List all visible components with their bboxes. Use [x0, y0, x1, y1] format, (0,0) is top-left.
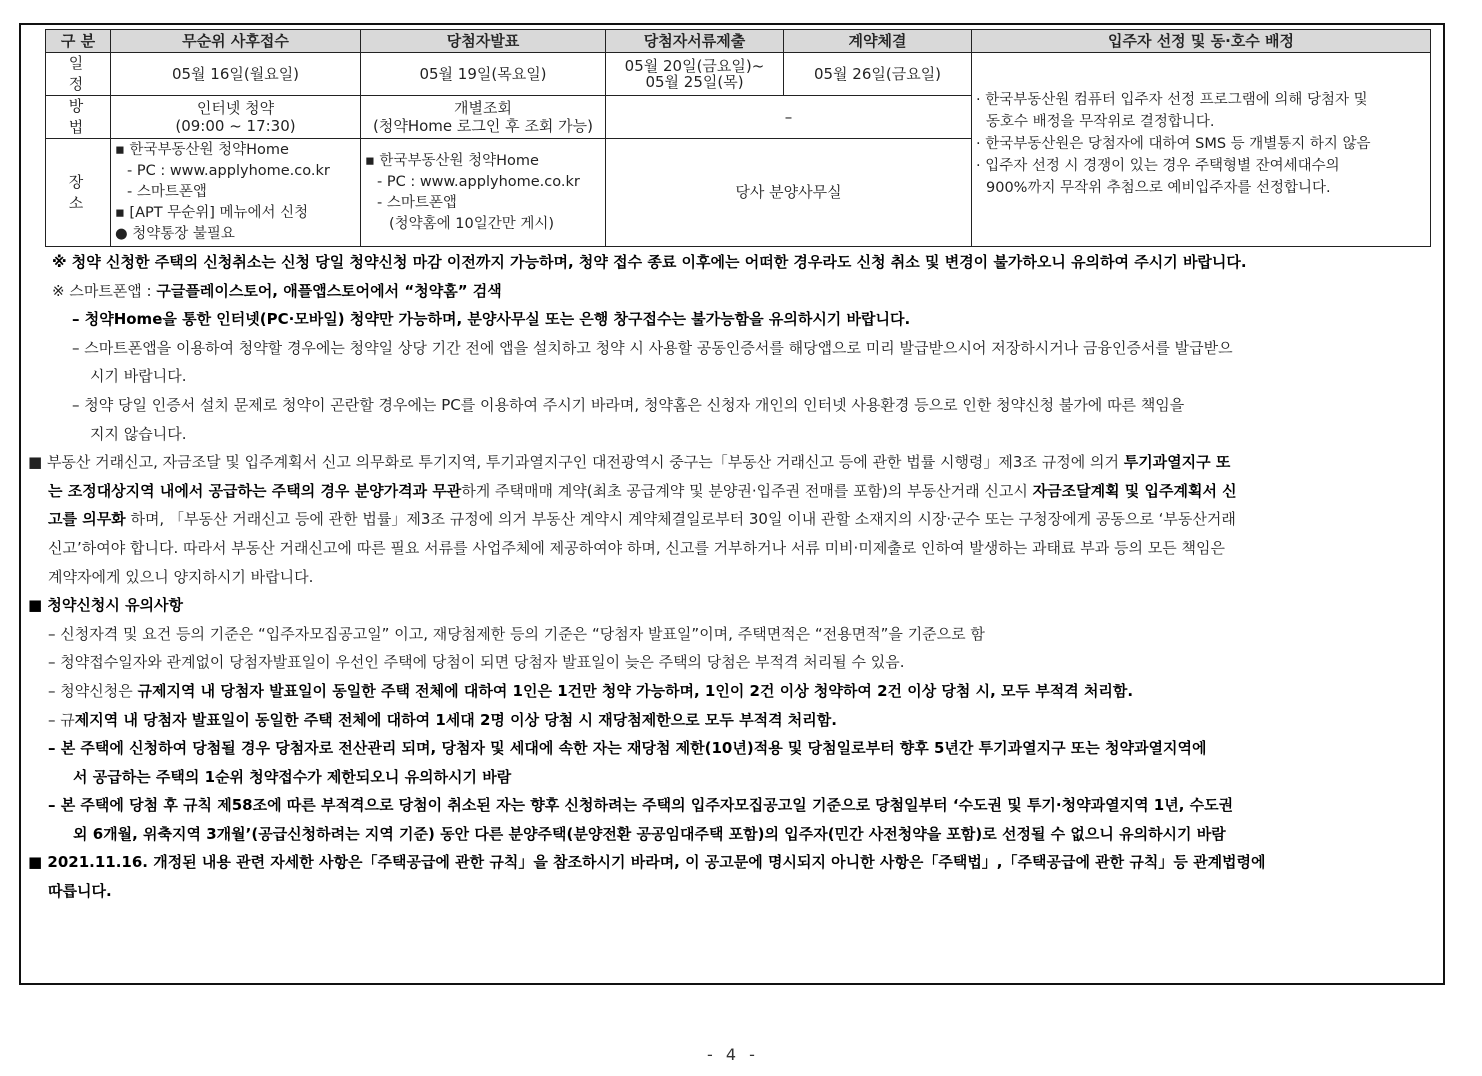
caution-bold: 규제지역 내 당첨자 발표일이 동일한 주택 전체에 대하여 1인은 1건만 청약 가능하며, 1인이 2건 이상 청약하여 2건 이상 당첨 시, 모두 부적격 처리함. [137, 681, 1134, 700]
report-bold: 투기과열지구 또 [1123, 453, 1231, 472]
section-report-line: 신고’하여야 합니다. 따라서 부동산 거래신고에 따른 필요 서류를 사업주체에 제공하여야 하며, 신고를 거부하거나 서류 미비·미제출로 인하여 발생하는 과태료 부과 등의 모든 책임은 [48, 538, 1225, 557]
header-category: 구 분 [46, 30, 111, 53]
header-unranked-receipt: 무순위 사후접수 [111, 30, 361, 53]
note-certificate: – 청약 당일 인증서 설치 문제로 청약이 곤란할 경우에는 PC를 이용하여 주시기 바라며, 청약홈은 신청자 개인의 인터넷 사용환경 등으로 인한 청약신청 불가에 따른 책임을 [72, 395, 1185, 414]
caution-item: – 본 주택에 신청하여 당첨될 경우 당첨자로 전산관리 되며, 당첨자 및 세대에 속한 자는 재당첨 제한(10년)적용 및 당첨일로부터 향후 5년간 투기과열지구 또는 청약과열지역에 [48, 739, 1207, 758]
cell-date-receipt: 05월 16일(월요일) [111, 53, 361, 96]
report-text: ■ 부동산 거래신고, 자금조달 및 입주계획서 신고 의무화로 투기지역, 투기과열지구인 대전광역시 중구는「부동산 거래신고 등에 관한 법률 시행령」제3조 규정에 의거 [28, 453, 1124, 472]
section-report-line [28, 477, 1442, 506]
caution-item [28, 706, 1442, 735]
report-bold: 는 조정대상지역 내에서 공급하는 주택의 경우 분양가격과 무관 [48, 481, 462, 500]
report-text: 하며, 「부동산 거래신고 등에 관한 법률」제3조 규정에 의거 부동산 계약시 계약체결일로부터 30일 이내 관할 소재지의 시장·군수 또는 구청장에게 공동으로 ‘부동산거래 [125, 510, 1236, 529]
place-announcement-line: - 스마트폰앱 [377, 194, 457, 211]
note-app-install-cont: 시기 바랍니다. [90, 367, 187, 386]
place-announcement-line: - PC : www.applyhome.co.kr [377, 173, 580, 190]
header-assignment: 입주자 선정 및 동·호수 배정 [972, 30, 1431, 53]
cell-date-announcement: 05월 19일(목요일) [361, 53, 606, 96]
report-text: 하게 주택매매 계약(최초 공급계약 및 분양권·입주권 전매를 포함)의 부동산거래 신고시 [461, 481, 1033, 500]
cell-date-documents-start: 05월 20일(금요일)~ [624, 57, 765, 75]
cell-date-contract: 05월 26일(금요일) [784, 53, 972, 96]
note-smartphone [28, 277, 1442, 306]
method-receipt-line: 인터넷 청약 [196, 99, 275, 117]
section-report-line [28, 448, 1442, 477]
notice-body [28, 248, 1442, 906]
cell-place-office: 당사 분양사무실 [606, 139, 972, 247]
row-label-date: 일 정 [46, 53, 111, 96]
section-revision-line: ■ 2021.11.16. 개정된 내용 관련 자세한 사항은「주택공급에 관한 규칙」을 참조하시기 바라며, 이 공고문에 명시되지 아니한 사항은「주택법」,「주택공급에 관한 규칙」등 관계법령에 [28, 853, 1266, 872]
place-receipt-line: - 스마트폰앱 [127, 184, 207, 200]
caution-item: – 신청자격 및 요건 등의 기준은 “입주자모집공고일” 이고, 재당첨제한 등의 기준은 “당첨자 발표일”이며, 주택면적은 “전용면적”을 기준으로 함 [48, 624, 985, 643]
cell-place-announcement [361, 139, 606, 247]
header-document-submission: 당첨자서류제출 [606, 30, 784, 53]
note-smartphone-store: 구글플레이스토어, 애플앱스토어에서 “청약홈” 검색 [156, 281, 502, 300]
caution-item-cont: 외 6개월, 위축지역 3개월’(공급신청하려는 지역 기준) 동안 다른 분양주택(분양전환 공공임대주택 포함)의 입주자(민간 사전청약을 포함)로 선정될 수 없으니 유의하시기 바람 [73, 824, 1226, 843]
caution-text: – 규 [48, 710, 75, 729]
place-announcement-line: ▪ 한국부동산원 청약Home [365, 152, 539, 169]
cell-date-documents-end: 05월 25일(목) [645, 73, 744, 91]
table-row-date [46, 53, 1431, 96]
cell-method-announcement [361, 96, 606, 139]
schedule-table [45, 29, 1431, 247]
section-revision-line: 따릅니다. [48, 882, 112, 901]
table-header-row [46, 30, 1431, 53]
section-report-line: 계약자에게 있으니 양지하시기 바랍니다. [48, 567, 314, 586]
caution-item: – 본 주택에 당첨 후 규칙 제58조에 따른 부적격으로 당첨이 취소된 자는 향후 신청하려는 주택의 입주자모집공고일 기준으로 당첨일부터 ‘수도권 및 투기·청약과열지역 1년, 수도권 [48, 796, 1234, 815]
cell-date-documents [606, 53, 784, 96]
note-online-only: – 청약Home을 통한 인터넷(PC·모바일) 청약만 가능하며, 분양사무실 또는 은행 창구접수는 불가능함을 유의하시기 바랍니다. [72, 310, 911, 329]
cell-method-receipt [111, 96, 361, 139]
assignment-notes-cell [972, 53, 1431, 247]
assignment-note: 900%까지 무작위 추첨으로 예비입주자를 선정합니다. [986, 180, 1331, 196]
cell-method-documents-contract: – [606, 96, 972, 139]
row-label-method: 방 법 [46, 96, 111, 139]
page-number: - 4 - [707, 1045, 759, 1064]
caution-item: – 청약접수일자와 관계없이 당첨자발표일이 우선인 주택에 당첨이 되면 당첨자 발표일이 늦은 주택의 당첨은 부적격 처리될 수 있음. [48, 653, 905, 672]
caution-item [28, 677, 1442, 706]
note-smartphone-prefix: ※ 스마트폰앱 : [52, 281, 157, 300]
caution-bold: 제지역 내 당첨자 발표일이 동일한 주택 전체에 대하여 1세대 2명 이상 당첨 시 재당첨제한으로 모두 부적격 처리함. [74, 710, 837, 729]
method-announcement-detail: (청약Home 로그인 후 조회 가능) [373, 117, 593, 135]
note-certificate-cont: 지지 않습니다. [90, 424, 187, 443]
method-receipt-hours: (09:00 ~ 17:30) [175, 117, 296, 135]
assignment-note: · 한국부동산원 컴퓨터 입주자 선정 프로그램에 의해 당첨자 및 [976, 92, 1368, 108]
note-cancel: ※ 청약 신청한 주택의 신청취소는 신청 당일 청약신청 마감 이전까지 가능하며, 청약 접수 종료 이후에는 어떠한 경우라도 신청 취소 및 변경이 불가하오니 유의하여 주시기 바랍니다. [52, 253, 1247, 271]
caution-text: – 청약신청은 [48, 681, 138, 700]
assignment-note: · 한국부동산원은 당첨자에 대하여 SMS 등 개별통지 하지 않음 [976, 136, 1371, 152]
cell-place-receipt [111, 139, 361, 247]
place-receipt-line: ▪ 한국부동산원 청약Home [115, 142, 289, 158]
note-app-install: – 스마트폰앱을 이용하여 청약할 경우에는 청약일 상당 기간 전에 앱을 설치하고 청약 시 사용할 공동인증서를 해당앱으로 미리 발급받으시어 저장하시거나 금융인증서를 발급받으 [72, 338, 1233, 357]
header-winner-announcement: 당첨자발표 [361, 30, 606, 53]
assignment-note: 동호수 배정을 무작위로 결정합니다. [986, 114, 1215, 130]
place-receipt-line: - PC : www.applyhome.co.kr [127, 163, 330, 179]
header-contract: 계약체결 [784, 30, 972, 53]
section-report-line [28, 505, 1442, 534]
place-receipt-line: ▪ [APT 무순위] 메뉴에서 신청 [115, 205, 309, 221]
place-announcement-line: (청약홈에 10일간만 게시) [389, 215, 555, 232]
report-bold: 고를 의무화 [48, 510, 126, 529]
row-label-place: 장 소 [46, 139, 111, 247]
assignment-note: · 입주자 선정 시 경쟁이 있는 경우 주택형별 잔여세대수의 [976, 158, 1340, 174]
report-bold: 자금조달계획 및 입주계획서 신 [1032, 481, 1237, 500]
method-announcement-line: 개별조회 [454, 99, 512, 117]
section-caution-title: ■ 청약신청시 유의사항 [28, 596, 184, 615]
caution-item-cont: 서 공급하는 주택의 1순위 청약접수가 제한되오니 유의하시기 바람 [73, 767, 512, 786]
place-receipt-line: ● 청약통장 불필요 [115, 226, 235, 242]
